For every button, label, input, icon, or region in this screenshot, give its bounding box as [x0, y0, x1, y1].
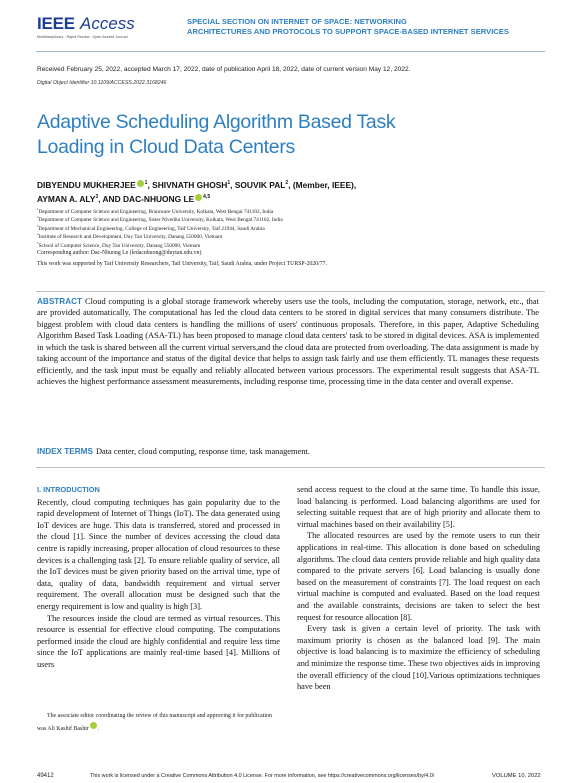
- orcid-icon[interactable]: [137, 180, 144, 187]
- logo-ieee-text: IEEE: [37, 14, 75, 33]
- body-column-right: [297, 484, 540, 693]
- affiliation-item: [37, 208, 517, 216]
- abstract-text: Cloud computing is a global storage framework whereby users use the tools, including the computation, storage, network, etc., that are provided automatically. The computational has led the cloud data centers to be stored in digital services that many consumers distribute. The biggest problem with cloud data centers is handling the millions of users' continuous proposals. Therefore, in this paper, Adaptive Scheduling Algorithm Based Task Loading (ASA-TL) has been proposed to manage cloud data centers' task to be stored in digital devices. ASA is implemented in which the task is shared between all the current virtual servers,and the cloud data are protected from overloading. The data assignment is made by taking account of the importance and status of the digital device that helps to assign task fairly and use them efficiently. TL manages these requests efficiently, and the task input must be equally and reliably allocated between various processors. The experimental result suggests that ASA-TL achieves the highest performance assessment measurements, including response time, processing time in the data center and overall expense.: [37, 296, 539, 387]
- abstract: [37, 296, 539, 388]
- abstract-heading: ABSTRACT: [37, 297, 83, 306]
- affiliation-number: 2: [37, 215, 39, 220]
- author-name: SOUVIK PAL: [234, 180, 286, 190]
- author-name: SHIVNATH GHOSH: [152, 180, 228, 190]
- orcid-icon[interactable]: [195, 194, 202, 201]
- license-notice[interactable]: This work is licensed under a Creative Commons Attribution 4.0 License. For more information, see https://creativecommons.org/licenses/by/4.0/: [90, 773, 435, 779]
- affiliation-item: [37, 233, 517, 241]
- affiliation-item: [37, 216, 517, 224]
- author: [235, 180, 356, 190]
- author-separator: ,: [230, 180, 235, 190]
- body-paragraph: The resources inside the cloud are termed as virtual resources. This resource is essential for effective cloud computing. The computations performed inside the cloud are highly confidential and require less time since the IoT applications are mainly real-time based [4]. Millions of users: [37, 613, 280, 669]
- affiliation-text: Institute of Research and Development, Duy Tan University, Danang 550000, Vietnam: [38, 234, 223, 241]
- affiliation-text: Department of Computer Science and Engineering, Brainware University, Kolkata, West Bengal 741102, India: [38, 209, 274, 215]
- author-list: [37, 178, 517, 206]
- section-heading-introduction: I. INTRODUCTION: [37, 485, 100, 494]
- publication-dates: Received February 25, 2022, accepted March 17, 2022, date of publication April 18, 2022, date of current version May 12, 2022.: [37, 66, 411, 73]
- author-affiliation-marker: 4,5: [203, 194, 211, 201]
- section-header-line1: SPECIAL SECTION ON INTERNET OF SPACE: NETWORKING: [187, 17, 407, 26]
- editor-footnote: The associate editor coordinating the review of this manuscript and approving it for publication was Ali Kashif Bashir .: [37, 713, 272, 732]
- author-name: DAC-NHUONG LE: [122, 194, 195, 204]
- body-column-left: [37, 484, 280, 671]
- section-header-line2: ARCHITECTURES AND PROTOCOLS TO SUPPORT SPACE-BASED INTERNET SERVICES: [187, 27, 509, 36]
- author-name: DIBYENDU MUKHERJEE: [37, 180, 136, 190]
- special-section-header: [187, 17, 547, 37]
- affiliation-text: Department of Mechanical Engineering, College of Engineering, Taif University, Taif 21944, Saudi Arabia: [38, 225, 265, 232]
- journal-logo: [37, 14, 135, 40]
- author-affiliation-marker: 1: [227, 180, 231, 187]
- author-separator: , AND: [98, 194, 123, 204]
- volume-label: VOLUME 10, 2022: [492, 773, 541, 779]
- title-line-1: Adaptive Scheduling Algorithm Based Task: [37, 111, 396, 133]
- affiliation-item: [37, 242, 517, 250]
- affiliation-text: Department of Computer Science and Engineering, Sister Nivedita University, Kolkata, West Bengal 741102, India: [38, 217, 283, 224]
- affiliation-number: 1: [37, 207, 39, 212]
- logo-access-text: Access: [80, 14, 135, 33]
- abstract-divider-bottom: [36, 467, 545, 468]
- body-paragraph: Every task is given a certain level of priority. The task with maximum priority is chosen as the balanced load [9]. The main objective is load balancing is to maximize the efficiency of scheduling and minimize the response time. These two objectives aids in improving the overall efficiency of the cloud [10].Various optimizations techniques have been: [297, 624, 540, 692]
- author: [123, 194, 210, 204]
- author: [37, 180, 152, 190]
- doi-link[interactable]: Digital Object Identifier 10.1109/ACCESS.2022.3168246: [37, 80, 167, 86]
- funding-statement: This work was supported by Taif University Researchers, Taif University, Taif, Saudi Arabia, under Project TURSP-2020/77.: [37, 261, 328, 267]
- author-separator: ,: [147, 180, 153, 190]
- index-terms: [37, 447, 539, 456]
- affiliation-list: [37, 208, 517, 250]
- body-paragraph: Recently, cloud computing techniques has gain popularity due to the rapid development of Internet of Things (IoT). The data generated using IoT devices are huge. This data is transferred, stored and processed in the cloud [1]. Since the number of devices accessing the cloud data centre is rapidly increasing, proper allocation of cloud resources to these devices is a challenging task [2]. To ensure reliable quality of service, all the IoT devices must be given priority based on the arrival time, type of data, quality of data, bandwidth requirement and virtual server requirement. The overall allocation must be designed such that the energy requirement is low and quality is high [3].: [37, 497, 280, 611]
- body-paragraph: The allocated resources are used by the remote users to run their applications in real-time. This allocation is done based on scheduling algorithms. The cloud data centers provide reliable and high quality data compared to the private servers [6]. Load balancing is usually done based on the measurement of constraints [7]. The load request on each virtual machine is computed and evaluated. Based on the load request and the available constraints, decisions are taken to select the best request for resource allocation [8].: [297, 531, 540, 622]
- author: [37, 194, 123, 204]
- index-terms-heading: INDEX TERMS: [37, 447, 93, 456]
- body-paragraph: send access request to the cloud at the same time. To handle this issue, load balancing is performed. Load balancing algorithms are used for selecting suitable request that are of high priority and allocate them to virtual machines based on their availability [5].: [297, 485, 540, 529]
- paper-title: [37, 110, 437, 160]
- author: [152, 180, 235, 190]
- title-line-2: Loading in Cloud Data Centers: [37, 136, 295, 158]
- affiliation-number: 3: [37, 224, 39, 229]
- author-affiliation-marker: 3: [95, 194, 99, 201]
- affiliation-number: 4: [37, 232, 39, 237]
- affiliation-number: 5: [37, 240, 39, 245]
- author-name: AYMAN A. ALY: [37, 194, 96, 204]
- affiliation-item: [37, 225, 517, 233]
- footnote-text: The associate editor coordinating the review of this manuscript and approving it for publication was Ali Kashif Bashir: [37, 713, 272, 732]
- affiliation-text: School of Computer Science, Duy Tan University, Danang 550000, Vietnam: [38, 242, 201, 249]
- orcid-icon[interactable]: [90, 722, 97, 729]
- index-terms-text: Data center, cloud computing, response time, task management.: [95, 447, 310, 456]
- logo-tagline: Multidisciplinary : Rapid Review : Open Access Journal: [37, 35, 128, 39]
- abstract-divider-top: [36, 291, 545, 292]
- page-number: 49412: [37, 773, 54, 779]
- author-affiliation-marker: 2: [285, 180, 289, 187]
- corresponding-author: Corresponding author: Dac-Nhuong Le (ledacnhuong@duytan.edu.vn): [37, 250, 202, 256]
- author-separator: , (Member, IEEE),: [288, 180, 357, 190]
- author-affiliation-marker: 1: [144, 180, 148, 187]
- header-divider: [36, 51, 545, 52]
